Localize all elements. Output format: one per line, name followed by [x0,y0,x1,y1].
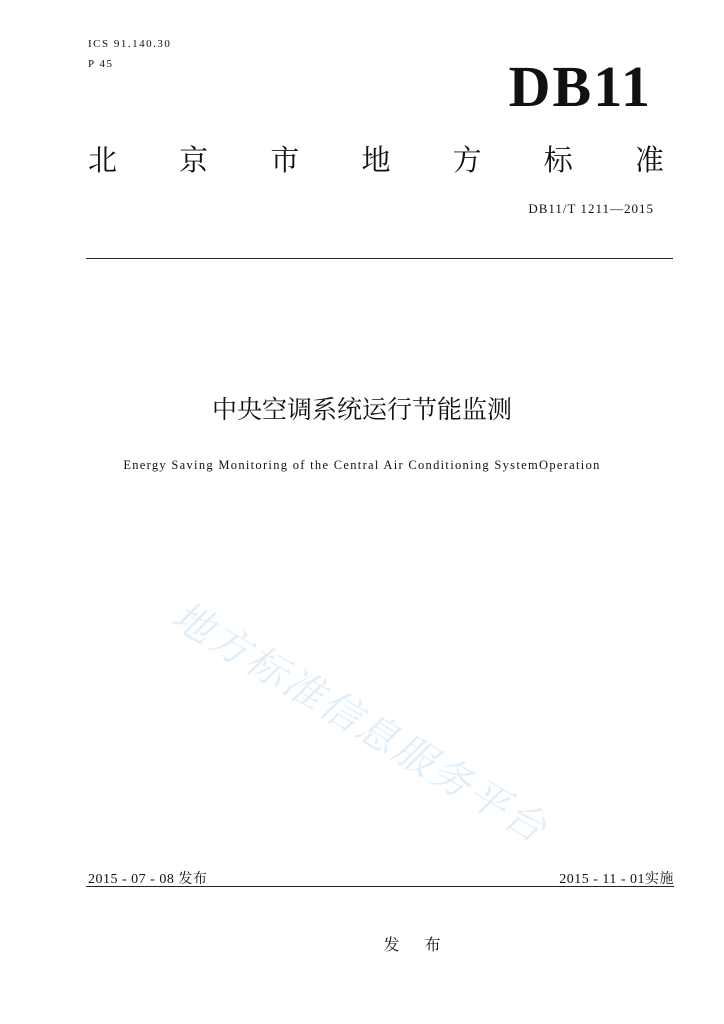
issue-label: 发布 [178,871,208,887]
publisher-label: 发 布 [383,935,451,954]
standard-number: DB11/T 1211—2015 [528,201,654,216]
standard-type-char: 方 [452,143,482,177]
standard-type-char: 北 [88,143,118,177]
document-title-chinese: 中央空调系统运行节能监测 [211,395,512,424]
standard-type-char: 标 [543,143,573,177]
implementation-date-line [559,868,674,888]
standard-type-char: 地 [361,143,391,177]
standard-type-heading [88,142,664,178]
issue-date-line [88,868,207,888]
ccs-code: P 45 [88,58,114,70]
header-divider [86,258,673,259]
implementation-label: 实施 [645,871,674,887]
issue-date: 2015 - 07 - 08 [88,872,175,887]
standard-type-char: 准 [634,143,664,177]
standard-type-char: 京 [179,143,209,177]
standard-type-char: 市 [270,143,300,177]
footer-divider [86,886,674,887]
ics-code: ICS 91.140.30 [88,38,172,50]
db11-logo: DB11 [508,54,652,119]
watermark: 地方标准信息服务平台 [163,592,556,854]
document-title-english: Energy Saving Monitoring of the Central Air Conditioning SystemOperation [123,458,601,472]
implementation-date: 2015 - 11 - 01 [559,872,645,887]
